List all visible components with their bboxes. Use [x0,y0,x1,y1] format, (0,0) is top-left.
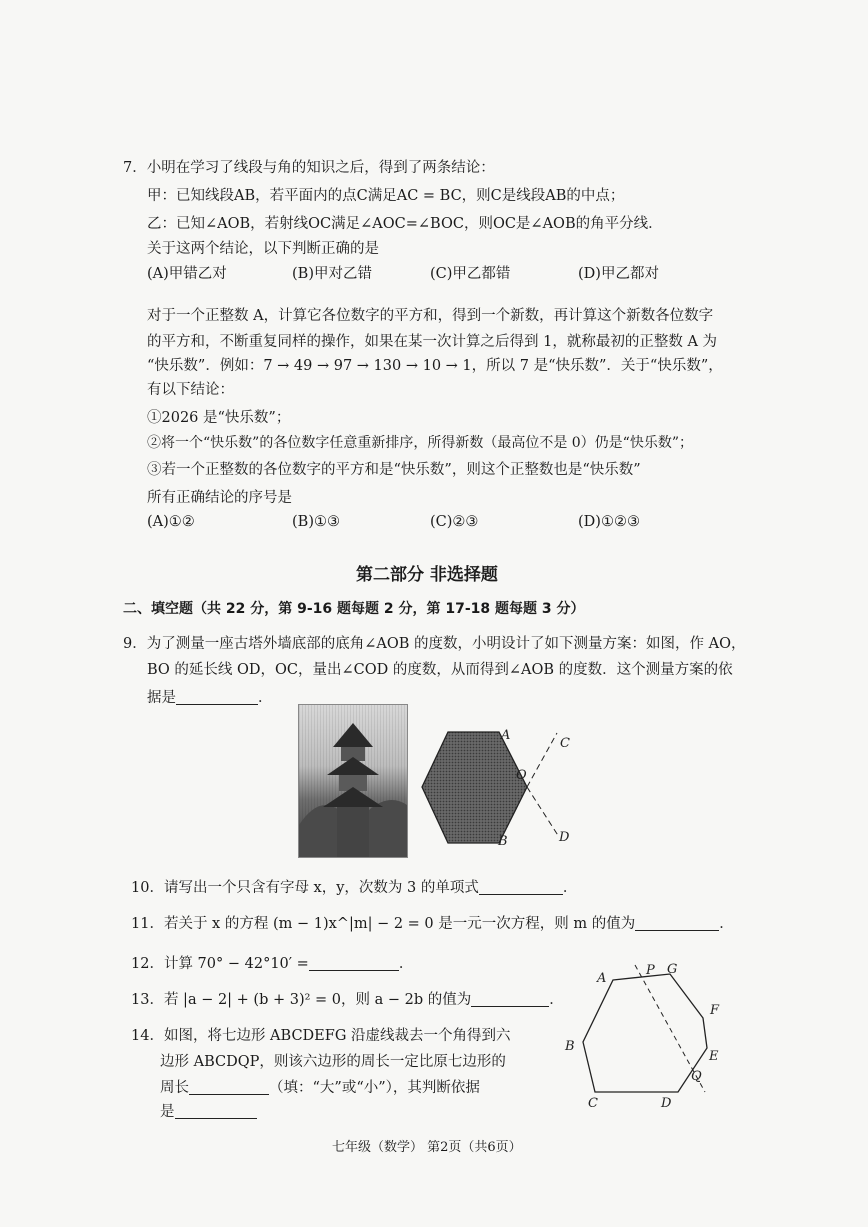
q8-question: 所有正确结论的序号是 [147,490,292,506]
q12-tail: ． [398,956,414,972]
label-b: B [565,1039,575,1054]
q7-question: 关于这两个结论，以下判断正确的是 [147,241,379,257]
q10-text: 10．请写出一个只含有字母 x，y，次数为 3 的单项式 [131,880,479,896]
label-g: G [667,962,678,977]
extension-od [527,787,559,837]
q8-option-a: (A)①② [147,514,195,530]
label-f: F [710,1003,720,1018]
label-d: D [559,830,570,845]
q8-item-2: ②将一个“快乐数”的各位数字任意重新排序，所得新数（最高位不是 0）仍是“快乐数”； [147,435,693,451]
part2-title: 第二部分 非选择题 [356,565,498,585]
q14-line-1: 14．如图，将七边形 ABCDEFG 沿虚线裁去一个角得到六 [131,1028,511,1044]
q13-text: 13．若 |a − 2| + (b + 3)² = 0，则 a − 2b 的值为 [131,992,472,1008]
section2-heading: 二、填空题（共 22 分，第 9-16 题每题 2 分，第 17-18 题每题 3 分） [123,601,585,617]
q11-text: 11．若关于 x 的方程 (m − 1)x^|m| − 2 = 0 是一元一次方程，则 m 的值为 [131,916,636,932]
q10-answer-blank[interactable] [479,880,563,895]
q7-option-a: (A)甲错乙对 [147,266,227,282]
q8-line-2: 的平方和，不断重复同样的操作，如果在某一次计算之后得到 1，就称最初的正整数 A 为 [147,334,718,350]
q8-item-1: ①2026 是“快乐数”； [147,410,291,426]
q7-option-c: (C)甲乙都错 [430,266,511,282]
q9-tail: ． [258,690,273,706]
q7-option-b: (B)甲对乙错 [292,266,372,282]
page-footer: 七年级（数学） 第2页（共6页） [332,1140,522,1155]
q12 [131,952,413,973]
label-a: A [597,971,607,986]
q12-answer-blank[interactable] [309,956,399,971]
q7-stem: 7．小明在学习了线段与角的知识之后，得到了两条结论： [123,160,495,176]
q8-option-c: (C)②③ [430,514,479,530]
q8-line-1: 对于一个正整数 A，计算它各位数字的平方和，得到一个新数，再计算这个新数各位数字 [147,308,714,324]
label-p: P [646,963,655,978]
q14-heptagon-figure [555,960,730,1110]
q7-option-d: (D)甲乙都对 [578,266,659,282]
q14-answer-blank-1[interactable] [189,1080,269,1095]
q9-line-2: BO 的延长线 OD，OC，量出∠COD 的度数，从而得到∠AOB 的度数．这个测量方案的依 [147,662,733,678]
q8-line-3: “快乐数”．例如：7 → 49 → 97 → 130 → 10 → 1，所以 7 是“快乐数”．关于“快乐数”， [147,358,723,374]
q12-text: 12．计算 70° − 42°10′ = [131,956,309,972]
q9-hexagon-figure [415,725,580,850]
q8-item-3: ③若一个正整数的各位数字的平方和是“快乐数”，则这个正整数也是“快乐数” [147,462,641,478]
q11-answer-blank[interactable] [635,916,719,931]
q8-option-d: (D)①②③ [578,514,640,530]
label-a: A [501,728,511,743]
q13-tail: ． [549,992,564,1008]
label-o: O [516,768,527,783]
q9-line-1: 9．为了测量一座古塔外墙底部的底角∠AOB 的度数，小明设计了如下测量方案：如图，作 AO， [123,636,746,652]
q11 [131,912,734,933]
pagoda-drawing [299,705,407,857]
pagoda-photo [298,704,408,858]
q14-line-4-text: 是 [160,1104,175,1120]
extension-oc [527,733,557,787]
q9-answer-blank[interactable] [176,690,258,705]
q8-line-4: 有以下结论： [147,382,234,398]
label-e: E [709,1049,719,1064]
q14-line-2: 边形 ABCDQP，则该六边形的周长一定比原七边形的 [160,1054,506,1070]
label-c: C [588,1096,598,1110]
label-q: Q [691,1069,702,1084]
q10 [131,876,577,897]
q14-line-3-tail: （填：“大”或“小”），其判断依据 [269,1080,480,1096]
q13 [131,988,564,1009]
q14-answer-blank-2[interactable] [175,1104,257,1119]
q8-option-b: (B)①③ [292,514,340,530]
q14-line-3 [160,1076,480,1097]
heptagon [583,974,707,1092]
q10-tail: ． [562,880,578,896]
hexagon [422,732,527,843]
label-c: C [560,736,570,751]
q14-line-4 [160,1100,257,1121]
q11-tail: ． [719,916,734,932]
q9-line-3 [147,686,273,707]
q9-line-3-text: 据是 [147,690,176,706]
label-b: B [498,834,508,849]
q7-statement-a: 甲：已知线段AB，若平面内的点C满足AC = BC，则C是线段AB的中点； [147,188,625,204]
q14-line-3-text: 周长 [160,1080,189,1096]
q13-answer-blank[interactable] [471,992,549,1007]
label-d: D [661,1096,672,1110]
q7-statement-b: 乙：已知∠AOB，若射线OC满足∠AOC=∠BOC，则OC是∠AOB的角平分线． [147,216,663,232]
